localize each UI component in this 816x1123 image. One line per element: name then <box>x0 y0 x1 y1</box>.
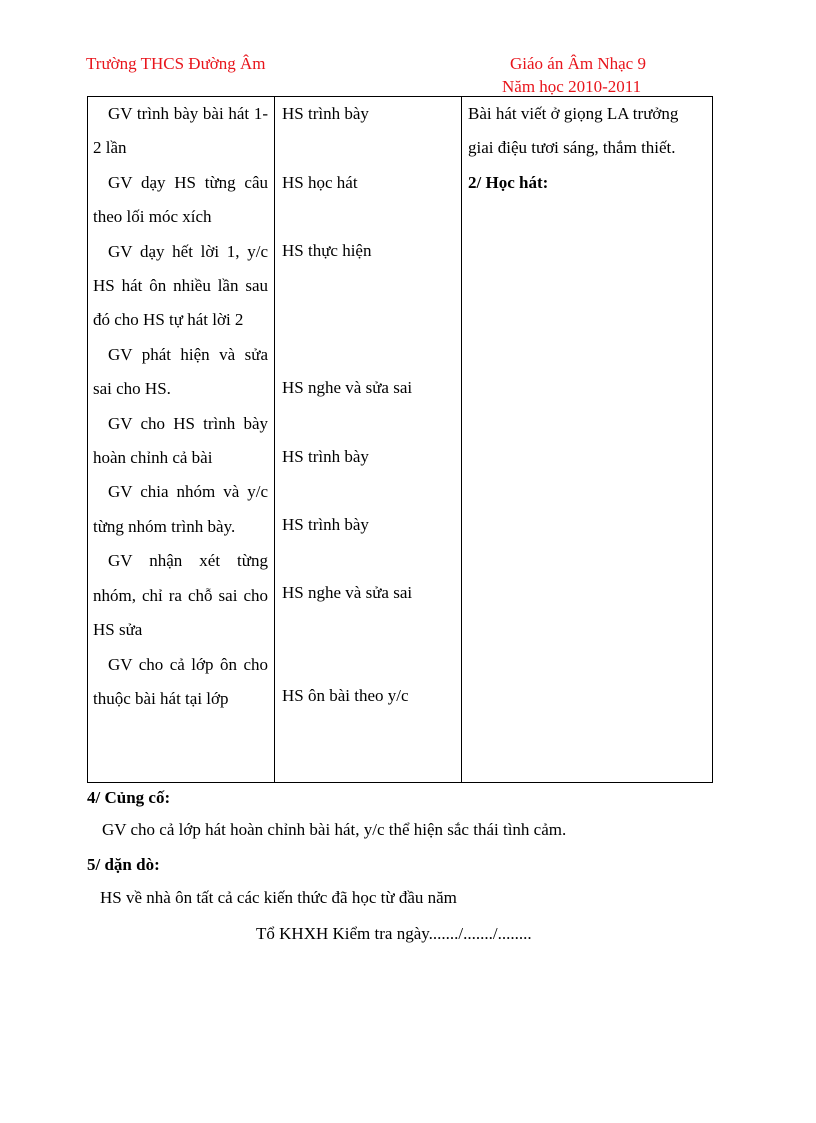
student-step-2: HS học hát <box>282 173 358 192</box>
student-step-5: HS trình bày <box>282 447 369 466</box>
content-column <box>462 97 713 783</box>
section-4-text: GV cho cả lớp hát hoàn chỉnh bài hát, y/c thể hiện sắc thái tình cảm. <box>102 820 567 839</box>
lesson-table <box>87 96 713 783</box>
school-name: Trường THCS Đường Âm <box>86 54 266 73</box>
section-5-text: HS về nhà ôn tất cả các kiến thức đã học từ đầu năm <box>100 888 457 907</box>
teacher-step-4: GV phát hiện và sửa sai cho HS. <box>93 344 268 399</box>
teacher-step-5: GV cho HS trình bày hoàn chỉnh cả bài <box>93 413 268 468</box>
teacher-step-3: GV dạy hết lời 1, y/c HS hát ôn nhiều lần sau đó cho HS tự hát lời 2 <box>93 241 268 330</box>
teacher-step-6: GV chia nhóm và y/c từng nhóm trình bày. <box>93 482 268 536</box>
student-step-4: HS nghe và sửa sai <box>282 378 413 397</box>
student-step-8: HS ôn bài theo y/c <box>282 686 409 705</box>
teacher-step-1: GV trình bày bài hát 1-2 lần <box>93 104 268 158</box>
section-5-title: 5/ dặn dò: <box>87 855 160 874</box>
content-line-1: Bài hát viết ở giọng LA trưởng <box>468 104 679 123</box>
teacher-step-8: GV cho cả lớp ôn cho thuộc bài hát tại lớp <box>93 654 268 708</box>
footer-check-line: Tổ KHXH Kiểm tra ngày......./......./........ <box>256 924 532 943</box>
school-year: Năm học 2010-2011 <box>502 77 642 96</box>
subject-title: Giáo án Âm Nhạc 9 <box>510 54 646 73</box>
content-line-2: giai điệu tươi sáng, thắm thiết. <box>468 138 676 157</box>
teacher-step-7: GV nhận xét từng nhóm, chỉ ra chỗ sai cho HS sửa <box>93 551 268 640</box>
section-4-title: 4/ Củng cố: <box>87 788 171 807</box>
student-activity-column <box>275 97 462 783</box>
student-step-6: HS trình bày <box>282 515 369 534</box>
content-heading: 2/ Học hát: <box>468 173 549 192</box>
student-step-3: HS thực hiện <box>282 241 372 260</box>
teacher-activity-column <box>88 97 275 783</box>
student-step-1: HS trình bày <box>282 104 369 123</box>
student-step-7: HS nghe và sửa sai <box>282 583 413 602</box>
teacher-step-2: GV dạy HS từng câu theo lối móc xích <box>93 172 268 227</box>
